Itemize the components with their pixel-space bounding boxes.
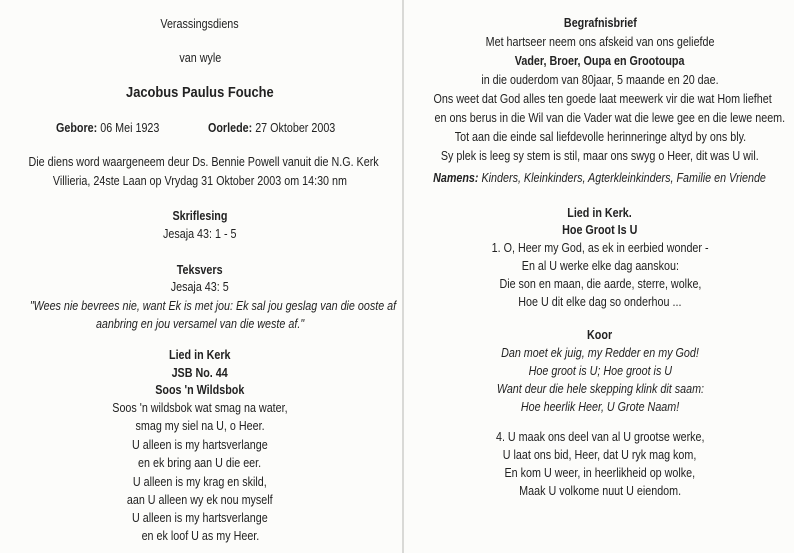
text-quote-line: aanbring en jou versamel van die weste af." [95,317,305,331]
reading-heading: Skriflesing [172,209,228,223]
hymn-line: U alleen is my krag en skild, [133,475,267,489]
letter-intro: Met hartseer neem ons afskeid van ons geliefde [485,35,715,49]
reading-reference: Jesaja 43: 1 - 5 [163,227,237,241]
verse-line: En kom U weer, in heerlikheid op wolke, [504,466,696,480]
deceased-name: Jacobus Paulus Fouche [126,84,274,101]
service-subtitle: van wyle [179,51,221,65]
hymn-title: Soos 'n Wildsbok [155,383,245,397]
service-title: Verassingsdiens [160,17,240,31]
hymn-line: aan U alleen wy ek nou myself [127,493,273,507]
on-behalf-of: Namens: Kinders, Kleinkinders, Agterkleinkinders, Familie en Vriende [433,171,767,185]
text-heading: Teksvers [177,263,223,277]
letter-line: Sy plek is leeg sy stem is stil, maar ons swyg o Heer, dit was U wil. [441,149,759,163]
letter-line: Tot aan die einde sal liefdevolle herinneringe altyd by ons bly. [454,130,746,144]
hymn-line: U alleen is my hartsverlange [132,438,268,452]
verse-line: 1. O, Heer my God, as ek in eerbied wonder - [491,241,709,255]
verse-line: Die son en maan, die aarde, sterre, wolke, [499,277,701,291]
verse-line: U laat ons bid, Heer, dat U ryk mag kom, [503,448,697,462]
letter-line: en ons berus in die Wil van die Vader wat die lewe gee en die lewe neem. [434,111,786,125]
hymn-line: en ek bring aan U die eer. [138,456,262,470]
letter-heading: Begrafnisbrief [563,16,637,30]
verse-line: Maak U volkome nuut U eiendom. [519,484,681,498]
hymn-line: smag my siel na U, o Heer. [135,419,265,433]
hymn-line: U alleen is my hartsverlange [132,511,268,525]
died-date: Oorlede: 27 Oktober 2003 [208,121,336,135]
service-details-line: Die diens word waargeneem deur Ds. Bennie Powell vanuit die N.G. Kerk [28,155,379,169]
chorus-heading: Koor [587,328,613,342]
text-reference: Jesaja 43: 5 [171,280,229,294]
hymn-title: Hoe Groot Is U [562,223,638,237]
verse-line: Hoe U dit elke dag so onderhou ... [518,295,682,309]
chorus-line: Dan moet ek juig, my Redder en my God! [501,346,699,360]
letter-relations: Vader, Broer, Oupa en Grootoupa [515,54,685,68]
text-quote-line: "Wees nie bevrees nie, want Ek is met jou: Ek sal jou geslag van die ooste af [29,299,397,313]
chorus-line: Want deur die hele skepping klink dit saam: [496,382,704,396]
hymn-line: en ek loof U as my Heer. [141,529,259,543]
service-details-line: Villieria, 24ste Laan op Vrydag 31 Oktober 2003 om 14:30 nm [52,174,348,188]
verse-line: En al U werke elke dag aanskou: [521,259,679,273]
letter-line: Ons weet dat God alles ten goede laat meewerk vir die wat Hom liefhet [433,92,772,106]
chorus-line: Hoe heerlik Heer, U Grote Naam! [520,400,680,414]
hymn-line: Soos 'n wildsbok wat smag na water, [112,401,288,415]
right-page [406,0,794,553]
hymn-number: JSB No. 44 [171,366,229,380]
hymn-heading: Lied in Kerk. [567,206,633,220]
verse-line: 4. U maak ons deel van al U grootse werke, [495,430,705,444]
page-fold [402,0,404,553]
chorus-line: Hoe groot is U; Hoe groot is U [528,364,672,378]
hymn-heading: Lied in Kerk [169,348,231,362]
letter-line: in die ouderdom van 80jaar, 5 maande en 20 dae. [481,73,719,87]
born-date: Gebore: 06 Mei 1923 [56,121,160,135]
